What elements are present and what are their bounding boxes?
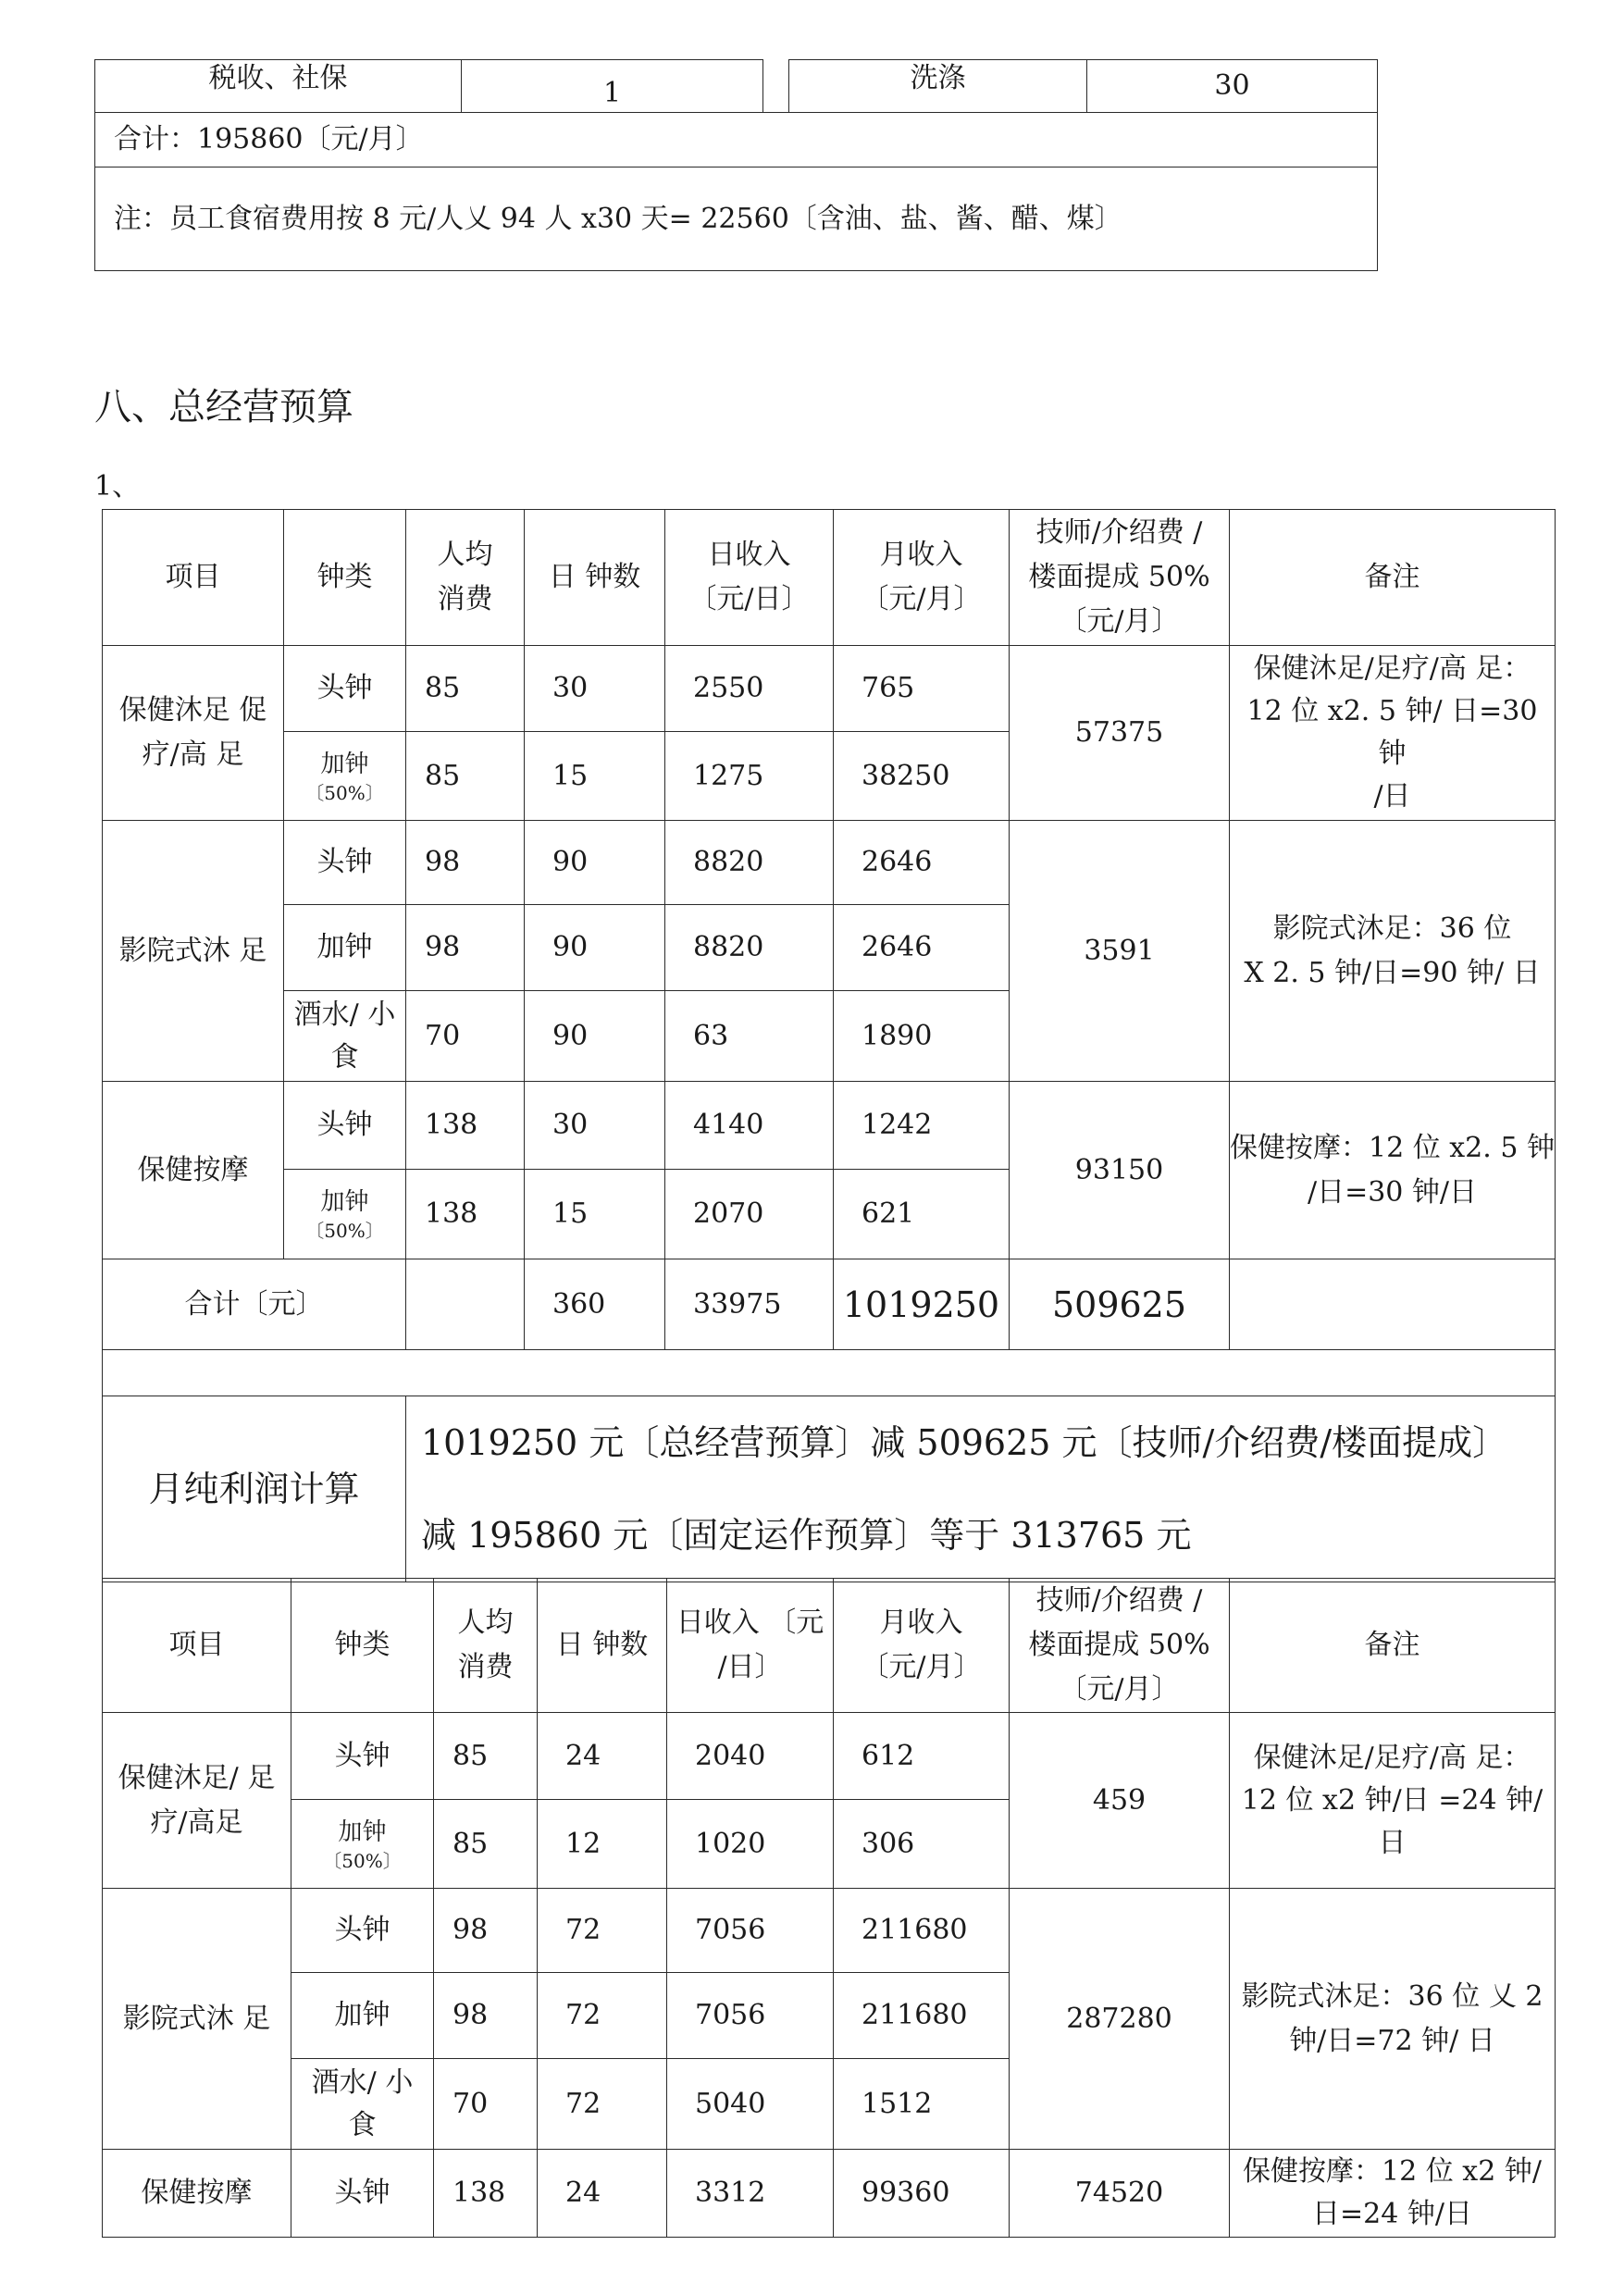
total-remark-empty (1230, 1259, 1556, 1350)
header-rishouru: 日收入 〔元/日〕 (665, 510, 834, 646)
top-table-left (94, 59, 763, 113)
zhong-type: 加钟 (284, 905, 406, 991)
profit-formula (406, 1396, 1556, 1582)
header-rizhongshu: 日 钟数 (538, 1579, 667, 1713)
month-income: 2646 (834, 905, 1010, 991)
zhong-type: 加钟 〔50%〕 (284, 732, 406, 821)
top-item1: 税收、社保 (95, 60, 462, 113)
month-income: 621 (834, 1170, 1010, 1259)
fee: 57375 (1010, 646, 1230, 821)
day-income: 7056 (667, 1973, 834, 2059)
day-income: 7056 (667, 1889, 834, 1973)
header-renjun: 人均 消费 (434, 1579, 538, 1713)
fee: 3591 (1010, 821, 1230, 1082)
header-beizhu: 备注 (1230, 510, 1556, 646)
month-income: 1512 (834, 2059, 1010, 2150)
count: 24 (538, 1713, 667, 1800)
zhong-type: 头钟 (291, 1889, 434, 1973)
group-name: 影院式沐 足 (103, 821, 284, 1082)
price: 98 (434, 1889, 538, 1973)
budget-table-1 (102, 509, 1556, 1582)
month-income: 1242 (834, 1082, 1010, 1170)
fee: 93150 (1010, 1082, 1230, 1259)
table-row (103, 1713, 1556, 1800)
count: 72 (538, 1973, 667, 2059)
price: 138 (406, 1082, 525, 1170)
count: 72 (538, 2059, 667, 2150)
zhong-type: 头钟 (284, 646, 406, 732)
remark: 保健沐足/足疗/高 足： 12 位 x2. 5 钟/ 日=30 钟 /日 (1230, 646, 1556, 821)
zhong-type: 加钟 〔50%〕 (291, 1800, 434, 1889)
remark: 保健按摩：12 位 x2 钟/ 日=24 钟/日 (1230, 2150, 1556, 2238)
price: 98 (406, 905, 525, 991)
day-income: 4140 (665, 1082, 834, 1170)
zhong-type: 酒水/ 小 食 (291, 2059, 434, 2150)
price: 98 (406, 821, 525, 905)
header-jishi: 技师/介绍费 / 楼面提成 50% 〔元/月〕 (1010, 1579, 1230, 1713)
remark: 影院式沐足：36 位 X 2. 5 钟/日=90 钟/ 日 (1230, 821, 1556, 1082)
total-day-income: 33975 (665, 1259, 834, 1350)
price: 70 (406, 991, 525, 1082)
header-zhonglei: 钟类 (284, 510, 406, 646)
day-income: 2550 (665, 646, 834, 732)
month-income: 765 (834, 646, 1010, 732)
month-income: 1890 (834, 991, 1010, 1082)
price: 85 (434, 1713, 538, 1800)
budget-table-2 (102, 1578, 1556, 2238)
header-beizhu: 备注 (1230, 1579, 1556, 1713)
count: 90 (525, 991, 665, 1082)
day-income: 63 (665, 991, 834, 1082)
total-row (103, 1259, 1556, 1350)
total-month-income: 1019250 (834, 1259, 1010, 1350)
zhong-type: 酒水/ 小 食 (284, 991, 406, 1082)
profit-label: 月纯利润计算 (103, 1396, 406, 1582)
count: 90 (525, 821, 665, 905)
zhong-type: 加钟 (291, 1973, 434, 2059)
month-income: 306 (834, 1800, 1010, 1889)
top-table-right (788, 59, 1378, 113)
price: 70 (434, 2059, 538, 2150)
count: 12 (538, 1800, 667, 1889)
count: 30 (525, 1082, 665, 1170)
group-name: 保健按摩 (103, 2150, 291, 2238)
count: 15 (525, 732, 665, 821)
header-zhonglei: 钟类 (291, 1579, 434, 1713)
header-renjun: 人均 消费 (406, 510, 525, 646)
day-income: 5040 (667, 2059, 834, 2150)
profit-line1: 1019250 元〔总经营预算〕减 509625 元〔技师/介绍费/楼面提成〕 (421, 1422, 1508, 1463)
table-row (103, 821, 1556, 905)
count: 15 (525, 1170, 665, 1259)
table-row (103, 1889, 1556, 1973)
month-income: 211680 (834, 1973, 1010, 2059)
price: 85 (434, 1800, 538, 1889)
price: 138 (434, 2150, 538, 2238)
top-notes-table (94, 112, 1378, 271)
remark: 影院式沐足：36 位 乂 2 钟/日=72 钟/ 日 (1230, 1889, 1556, 2150)
zhong-type: 头钟 (291, 2150, 434, 2238)
total-fee: 509625 (1010, 1259, 1230, 1350)
header-rishouru: 日收入 〔元 /日〕 (667, 1579, 834, 1713)
sub-number: 1、 (94, 470, 141, 502)
month-income: 2646 (834, 821, 1010, 905)
day-income: 1275 (665, 732, 834, 821)
group-name: 保健沐足 促 疗/高 足 (103, 646, 284, 821)
header-yueshouru: 月收入 〔元/月〕 (834, 1579, 1010, 1713)
day-income: 1020 (667, 1800, 834, 1889)
price: 85 (406, 646, 525, 732)
total-label: 合计〔元〕 (103, 1259, 406, 1350)
top-total: 合计：195860〔元/月〕 (95, 113, 1378, 167)
day-income: 3312 (667, 2150, 834, 2238)
day-income: 2040 (667, 1713, 834, 1800)
header-xiangmu: 项目 (103, 1579, 291, 1713)
count: 72 (538, 1889, 667, 1973)
day-income: 8820 (665, 905, 834, 991)
header-row (103, 510, 1556, 646)
top-note: 注：员工食宿费用按 8 元/人乂 94 人 x30 天= 22560〔含油、盐、酱、醋、煤〕 (95, 167, 1378, 271)
top-item2: 洗涤 (789, 60, 1087, 113)
zhong-type: 头钟 (284, 1082, 406, 1170)
month-income: 38250 (834, 732, 1010, 821)
top-val1: 1 (462, 60, 763, 113)
fee: 74520 (1010, 2150, 1230, 2238)
price: 85 (406, 732, 525, 821)
group-name: 保健按摩 (103, 1082, 284, 1259)
month-income: 99360 (834, 2150, 1010, 2238)
remark: 保健按摩：12 位 x2. 5 钟 /日=30 钟/日 (1230, 1082, 1556, 1259)
zhong-type: 加钟 〔50%〕 (284, 1170, 406, 1259)
price: 98 (434, 1973, 538, 2059)
month-income: 211680 (834, 1889, 1010, 1973)
fee: 459 (1010, 1713, 1230, 1889)
group-name: 保健沐足/ 足 疗/高足 (103, 1713, 291, 1889)
month-income: 612 (834, 1713, 1010, 1800)
count: 90 (525, 905, 665, 991)
header-xiangmu: 项目 (103, 510, 284, 646)
header-yueshouru: 月收入 〔元/月〕 (834, 510, 1010, 646)
profit-line2: 减 195860 元〔固定运作预算〕等于 313765 元 (421, 1515, 1192, 1556)
price: 138 (406, 1170, 525, 1259)
zhong-type: 头钟 (284, 821, 406, 905)
fee: 287280 (1010, 1889, 1230, 2150)
total-count: 360 (525, 1259, 665, 1350)
count: 24 (538, 2150, 667, 2238)
day-income: 2070 (665, 1170, 834, 1259)
profit-row (103, 1396, 1556, 1582)
total-empty (406, 1259, 525, 1350)
zhong-type: 头钟 (291, 1713, 434, 1800)
table-row (103, 646, 1556, 732)
header-jishi: 技师/介绍费 / 楼面提成 50% 〔元/月〕 (1010, 510, 1230, 646)
group-name: 影院式沐 足 (103, 1889, 291, 2150)
table-row (103, 2150, 1556, 2238)
count: 30 (525, 646, 665, 732)
spacer-row (103, 1350, 1556, 1396)
section-title: 八、总经营预算 (94, 386, 353, 428)
table-row (103, 1082, 1556, 1170)
day-income: 8820 (665, 821, 834, 905)
header-rizhongshu: 日 钟数 (525, 510, 665, 646)
header-row (103, 1579, 1556, 1713)
remark: 保健沐足/足疗/高 足： 12 位 x2 钟/日 =24 钟/ 日 (1230, 1713, 1556, 1889)
top-val2: 30 (1087, 60, 1378, 113)
